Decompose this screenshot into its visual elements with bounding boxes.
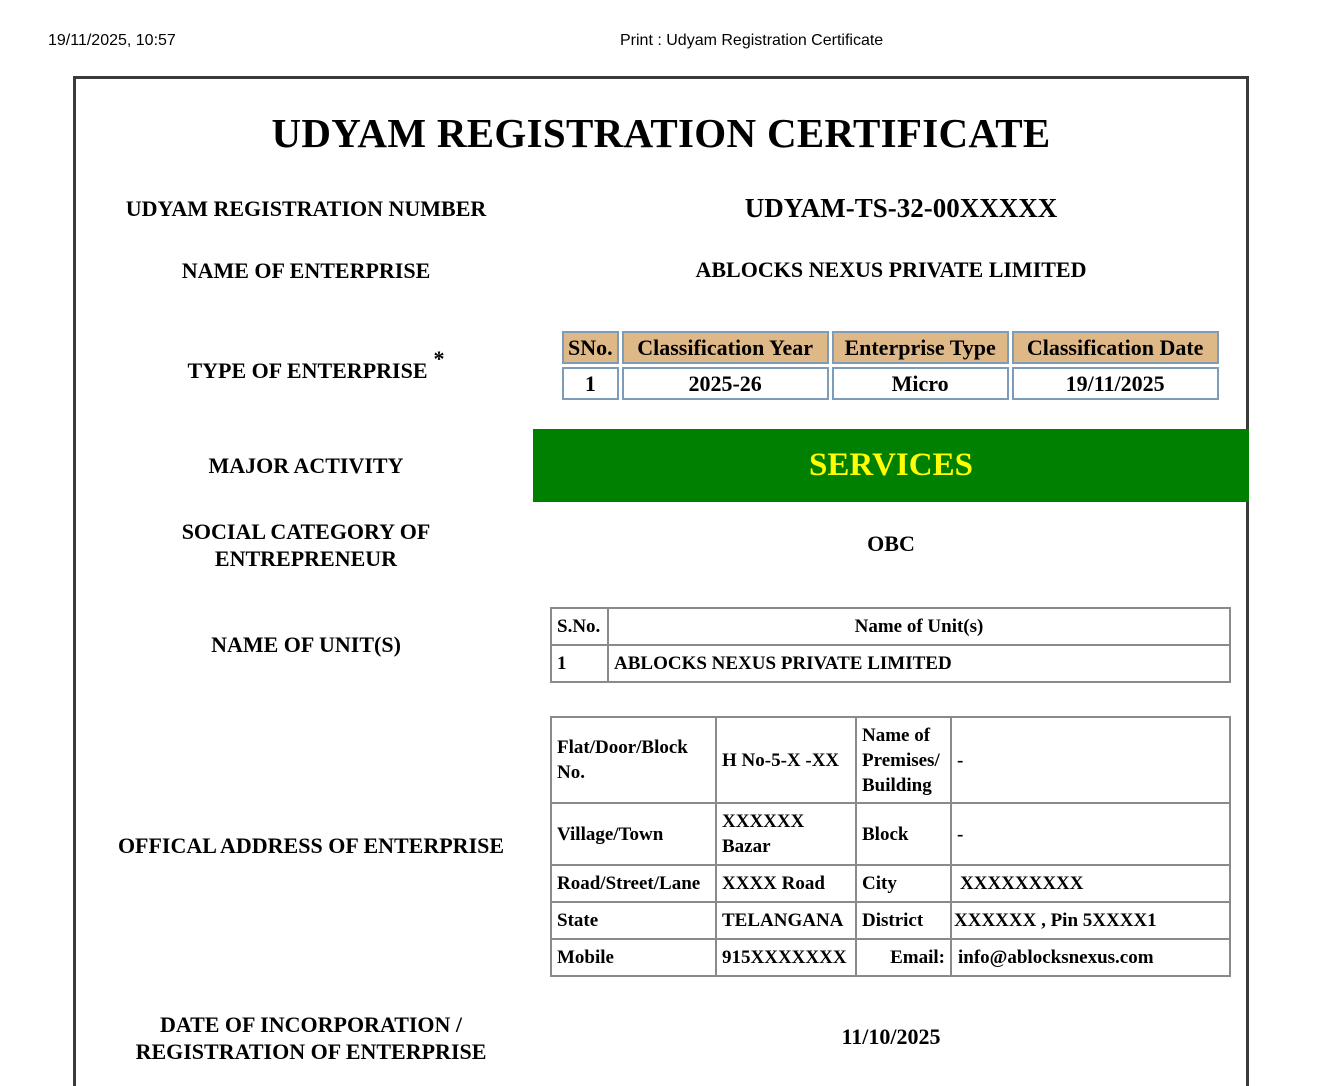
incorporation-label-line2: REGISTRATION OF ENTERPRISE — [135, 1039, 487, 1064]
major-activity-value: SERVICES — [809, 447, 973, 483]
cell-unit-name: ABLOCKS NEXUS PRIVATE LIMITED — [608, 645, 1230, 682]
registration-number-value: UDYAM-TS-32-00XXXXX — [744, 193, 1058, 223]
address-value: - — [951, 803, 1230, 865]
major-activity-banner — [533, 429, 1249, 502]
address-key: Village/Town — [551, 803, 716, 865]
enterprise-name-label: NAME OF ENTERPRISE — [181, 258, 431, 283]
address-key: Name of Premises/ Building — [856, 717, 951, 803]
address-value: XXXXXX , Pin 5XXXX1 — [951, 902, 1230, 939]
incorporation-label-line1: DATE OF INCORPORATION / — [159, 1012, 463, 1037]
print-page-title: Print : Udyam Registration Certificate — [620, 32, 884, 49]
print-timestamp: 19/11/2025, 10:57 — [48, 32, 176, 49]
address-row-state — [551, 902, 1230, 939]
enterprise-type-label-text: TYPE OF ENTERPRISE — [187, 358, 428, 383]
address-key: Mobile — [551, 939, 716, 976]
address-value: XXXXXX Bazar — [716, 803, 856, 865]
address-table — [550, 716, 1231, 977]
social-category-label-line1: SOCIAL CATEGORY OF — [181, 519, 431, 544]
cell-classification-date: 19/11/2025 — [1012, 367, 1219, 400]
classification-row — [562, 367, 1219, 400]
address-value: TELANGANA — [716, 902, 856, 939]
enterprise-type-label — [96, 346, 536, 384]
address-row-village — [551, 803, 1230, 865]
address-value: 915XXXXXXX — [716, 939, 856, 976]
enterprise-name-value: ABLOCKS NEXUS PRIVATE LIMITED — [695, 257, 1087, 282]
address-row-mobile — [551, 939, 1230, 976]
units-label: NAME OF UNIT(S) — [211, 632, 401, 657]
address-row-flat — [551, 717, 1230, 803]
print-header — [0, 32, 1318, 54]
address-value: info@ablocksnexus.com — [951, 939, 1230, 976]
incorporation-label — [86, 1011, 536, 1065]
certificate-title: UDYAM REGISTRATION CERTIFICATE — [271, 110, 1051, 156]
col-enterprise-type: Enterprise Type — [832, 331, 1009, 364]
cell-sno: 1 — [562, 367, 619, 400]
address-key: Road/Street/Lane — [551, 865, 716, 902]
address-key: Email: — [856, 939, 951, 976]
address-key: City — [856, 865, 951, 902]
address-key: District — [856, 902, 951, 939]
address-value: H No-5-X -XX — [716, 717, 856, 803]
col-unit-name: Name of Unit(s) — [608, 608, 1230, 645]
certificate-frame — [73, 76, 1249, 1086]
social-category-value: OBC — [867, 531, 915, 556]
address-value: XXXX Road — [716, 865, 856, 902]
cell-unit-sno: 1 — [551, 645, 608, 682]
registration-number-label: UDYAM REGISTRATION NUMBER — [125, 196, 487, 221]
address-value: XXXXXXXXX — [951, 865, 1230, 902]
major-activity-label: MAJOR ACTIVITY — [208, 453, 404, 478]
col-classification-date: Classification Date — [1012, 331, 1219, 364]
classification-header-row — [562, 331, 1219, 364]
address-row-road — [551, 865, 1230, 902]
address-value: - — [951, 717, 1230, 803]
classification-table — [559, 328, 1222, 403]
address-key: Block — [856, 803, 951, 865]
address-label: OFFICAL ADDRESS OF ENTERPRISE — [117, 833, 505, 858]
social-category-label-line2: ENTREPRENEUR — [214, 546, 398, 571]
units-table — [550, 607, 1231, 683]
cell-classification-year: 2025-26 — [622, 367, 829, 400]
required-asterisk: * — [433, 346, 445, 371]
cell-enterprise-type: Micro — [832, 367, 1009, 400]
units-row — [551, 645, 1230, 682]
units-header-row — [551, 608, 1230, 645]
col-classification-year: Classification Year — [622, 331, 829, 364]
col-sno: S.No. — [551, 608, 608, 645]
social-category-label — [96, 518, 516, 572]
address-key: State — [551, 902, 716, 939]
address-key: Flat/Door/Block No. — [551, 717, 716, 803]
incorporation-date-value: 11/10/2025 — [841, 1024, 941, 1049]
col-sno: SNo. — [562, 331, 619, 364]
